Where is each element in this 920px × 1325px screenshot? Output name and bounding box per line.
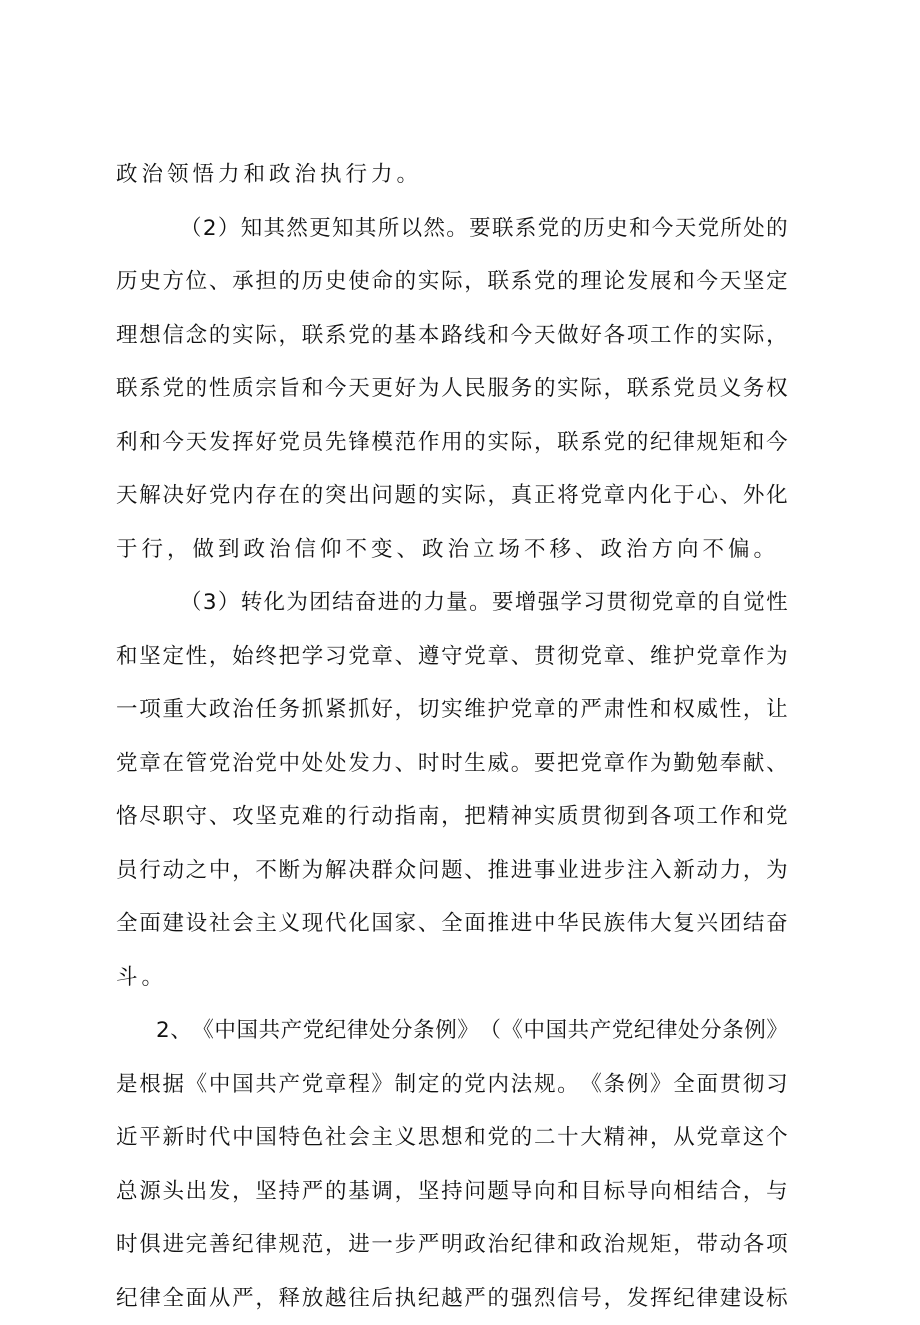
text-line: 近 平 新 时 代 中 国 特 色 社 会 主 义 思 想 和 党 的 二 十 大 精 神 ， 从 党 章 这 个	[116, 1111, 788, 1165]
text-line: 和 坚 定 性 ， 始 终 把 学 习 党 章 、 遵 守 党 章 、 贯 彻 党 章 、 维 护 党 章 作 为	[116, 630, 788, 684]
text-line: 天 解 决 好 党 内 存 在 的 突 出 问 题 的 实 际 ， 真 正 将 党 章 内 化 于 心 、 外 化	[116, 469, 788, 523]
text-line: 党 章 在 管 党 治 党 中 处 处 发 力 、 时 时 生 威 。 要 把 党 章 作 为 勤 勉 奉 献 、	[116, 737, 788, 791]
text-line: 联 系 党 的 性 质 宗 旨 和 今 天 更 好 为 人 民 服 务 的 实 际 ， 联 系 党 员 义 务 权	[116, 362, 788, 416]
text-line: 时 俱 进 完 善 纪 律 规 范 ， 进 一 步 严 明 政 治 纪 律 和 政 治 规 矩 ， 带 动 各 项	[116, 1218, 788, 1272]
text-line: 全 面 建 设 社 会 主 义 现 代 化 国 家 、 全 面 推 进 中 华 民 族 伟 大 复 兴 团 结 奋	[116, 897, 788, 951]
text-line: 纪 律 全 面 从 严 ， 释 放 越 往 后 执 纪 越 严 的 强 烈 信 号 ， 发 挥 纪 律 建 设 标	[116, 1272, 788, 1325]
text-line: （ 2 ） 知 其 然 更 知 其 所 以 然 。 要 联 系 党 的 历 史 和 今 天 党 所 处 的	[116, 202, 788, 256]
text-line: 历 史 方 位 、 承 担 的 历 史 使 命 的 实 际 ， 联 系 党 的 理 论 发 展 和 今 天 坚 定	[116, 255, 788, 309]
text-line: 恪 尽 职 守 、 攻 坚 克 难 的 行 动 指 南 ， 把 精 神 实 质 贯 彻 到 各 项 工 作 和 党	[116, 790, 788, 844]
document-body	[116, 148, 788, 1325]
text-line: 政治领悟力和政治执行力。	[116, 148, 788, 202]
text-line: 斗。	[116, 951, 788, 1005]
text-line: 是 根 据 《 中 国 共 产 党 章 程 》 制 定 的 党 内 法 规 。 《 条 例 》 全 面 贯 彻 习	[116, 1058, 788, 1112]
text-line: 于行，做到政治信仰不变、政治立场不移、政治方向不偏。	[116, 523, 788, 577]
text-line: 员 行 动 之 中 ， 不 断 为 解 决 群 众 问 题 、 推 进 事 业 进 步 注 入 新 动 力 ， 为	[116, 844, 788, 898]
text-line: 2 、 《 中 国 共 产 党 纪 律 处 分 条 例 》 （ 《 中 国 共 产 党 纪 律 处 分 条 例 》	[116, 1004, 788, 1058]
text-line: 一 项 重 大 政 治 任 务 抓 紧 抓 好 ， 切 实 维 护 党 章 的 严 肃 性 和 权 威 性 ， 让	[116, 683, 788, 737]
text-line: 利 和 今 天 发 挥 好 党 员 先 锋 模 范 作 用 的 实 际 ， 联 系 党 的 纪 律 规 矩 和 今	[116, 416, 788, 470]
text-line: 理 想 信 念 的 实 际 ， 联 系 党 的 基 本 路 线 和 今 天 做 好 各 项 工 作 的 实 际 ，	[116, 309, 788, 363]
text-line: 总 源 头 出 发 ， 坚 持 严 的 基 调 ， 坚 持 问 题 导 向 和 目 标 导 向 相 结 合 ， 与	[116, 1165, 788, 1219]
text-line: （ 3 ） 转 化 为 团 结 奋 进 的 力 量 。 要 增 强 学 习 贯 彻 党 章 的 自 觉 性	[116, 576, 788, 630]
